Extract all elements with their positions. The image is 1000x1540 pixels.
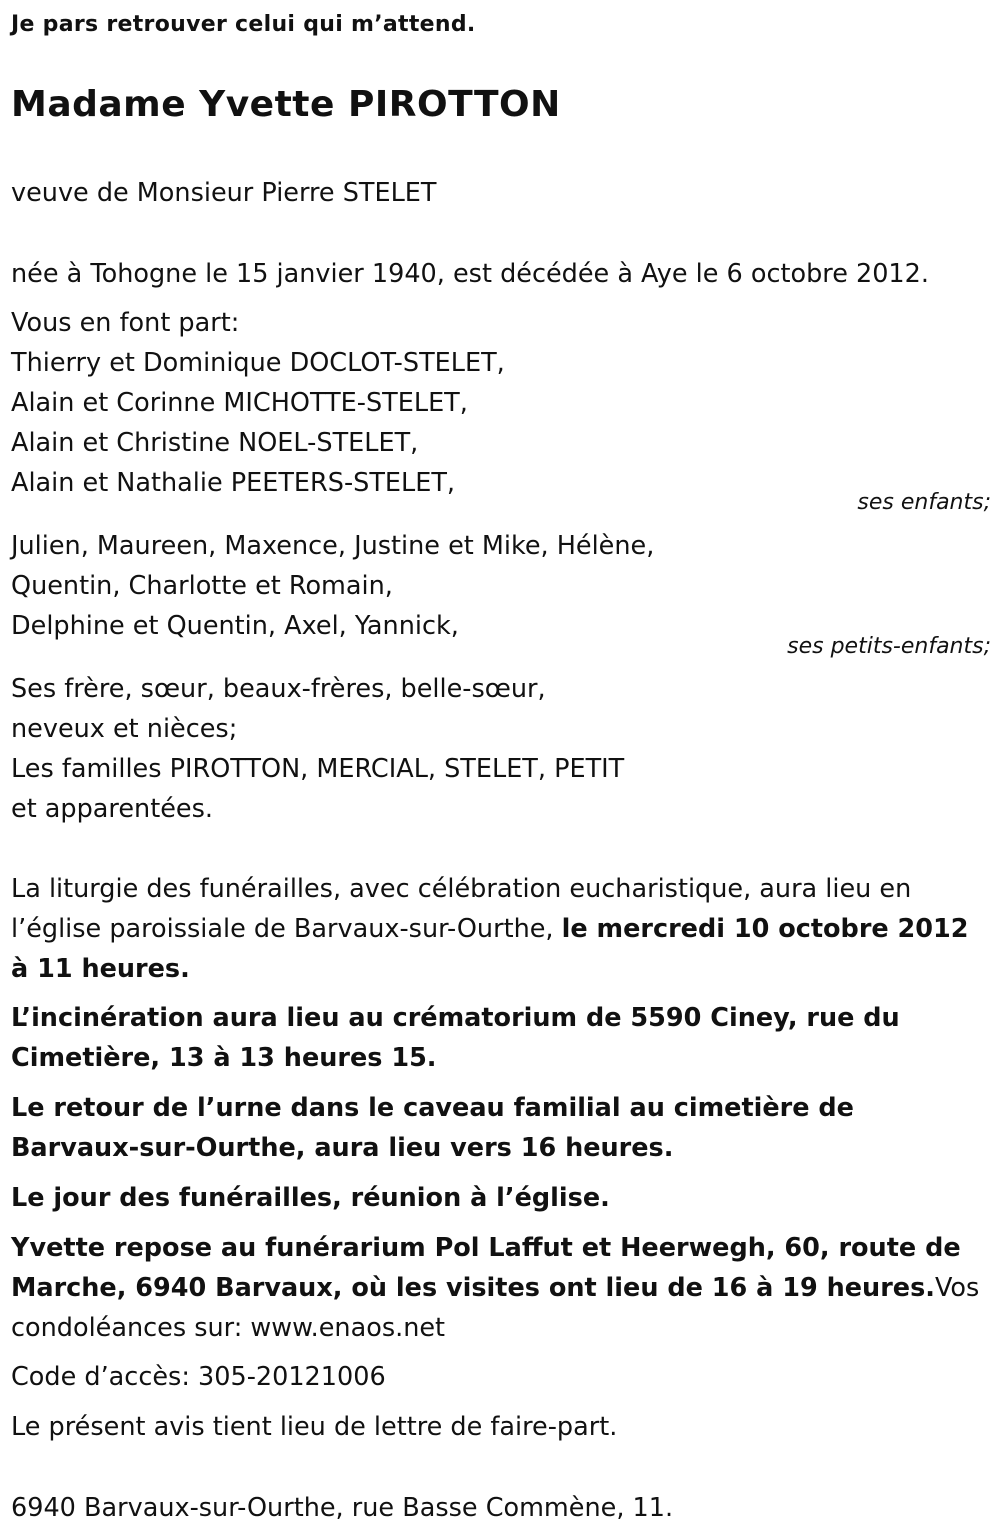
cremation-text: L’incinération aura lieu au crématorium de 5590 Ciney, rue du Cimetière, 13 à 13 heures 15. — [11, 1003, 900, 1073]
list-item: neveux et nièces; — [11, 714, 238, 744]
list-item: Ses frère, sœur, beaux-frères, belle-sœur, — [11, 674, 546, 704]
repose-paragraph — [11, 1228, 991, 1348]
urn-paragraph — [11, 1088, 971, 1168]
list-item: Alain et Corinne MICHOTTE-STELET, — [11, 388, 468, 418]
children-list — [11, 303, 505, 503]
meeting-paragraph — [11, 1178, 610, 1218]
list-item: Les familles PIROTTON, MERCIAL, STELET, PETIT — [11, 754, 625, 784]
liturgy-text: La liturgie des funérailles, avec célébration eucharistique, aura lieu en l’église paroissiale de Barvaux-sur-Ourthe, — [11, 874, 912, 944]
urn-text: Le retour de l’urne dans le caveau familial au cimetière de Barvaux-sur-Ourthe, aura lieu vers 16 heures. — [11, 1093, 854, 1163]
list-item: Julien, Maureen, Maxence, Justine et Mike, Hélène, — [11, 531, 655, 561]
list-item: et apparentées. — [11, 794, 213, 824]
access-code: Code d’accès: 305-20121006 — [11, 1362, 386, 1392]
repose-text: Yvette repose au funérarium Pol Laffut et Heerwegh, 60, route de Marche, 6940 Barvaux, où les visites ont lieu de 16 à 19 heures. — [11, 1233, 961, 1303]
grandchildren-list — [11, 526, 654, 646]
deceased-name: Madame Yvette PIROTTON — [11, 84, 561, 125]
list-item: Thierry et Dominique DOCLOT-STELET, — [11, 348, 505, 378]
liturgy-paragraph — [11, 869, 991, 989]
notice-text: Le présent avis tient lieu de lettre de faire-part. — [11, 1412, 618, 1442]
list-item: Alain et Christine NOEL-STELET, — [11, 428, 419, 458]
meeting-text: Le jour des funérailles, réunion à l’église. — [11, 1183, 610, 1213]
list-item: Delphine et Quentin, Axel, Yannick, — [11, 611, 459, 641]
address: 6940 Barvaux-sur-Ourthe, rue Basse Commène, 11. — [11, 1493, 674, 1523]
grandchildren-label: ses petits-enfants; — [787, 634, 991, 659]
announce-intro: Vous en font part: — [11, 308, 240, 338]
liturgy-date: le mercredi 10 octobre 2012 à 11 heures. — [11, 914, 969, 984]
children-label: ses enfants; — [857, 490, 991, 515]
relatives-list — [11, 669, 624, 829]
list-item: Quentin, Charlotte et Romain, — [11, 571, 393, 601]
epigraph: Je pars retrouver celui qui m’attend. — [11, 12, 476, 37]
cremation-paragraph — [11, 998, 991, 1078]
birth-death-line: née à Tohogne le 15 janvier 1940, est décédée à Aye le 6 octobre 2012. — [11, 259, 929, 289]
list-item: Alain et Nathalie PEETERS-STELET, — [11, 468, 456, 498]
widow-of: veuve de Monsieur Pierre STELET — [11, 178, 437, 208]
condolences-text: Vos condoléances sur: www.enaos.net — [11, 1273, 980, 1343]
